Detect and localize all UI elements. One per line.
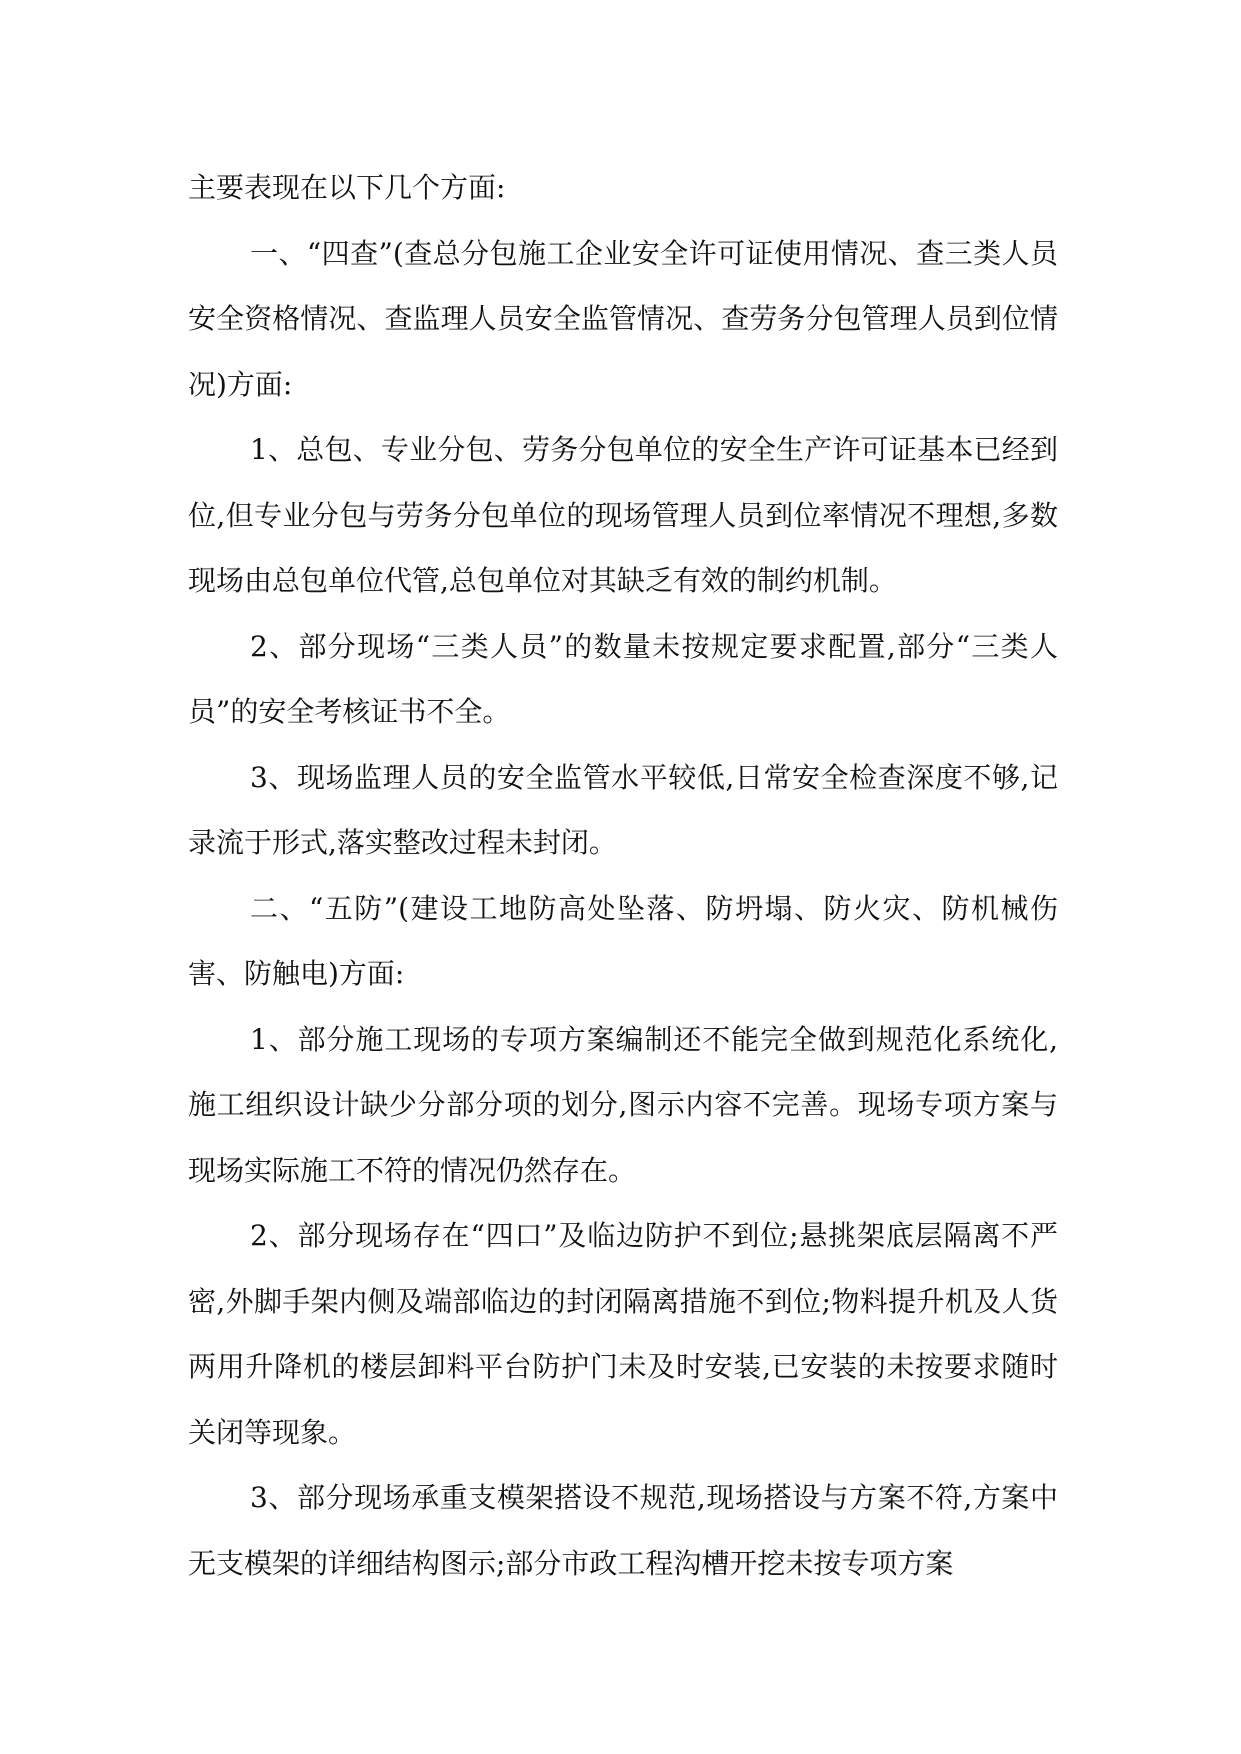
paragraph-intro: 主要表现在以下几个方面:	[188, 171, 506, 204]
paragraph-item: 1、总包、专业分包、劳务分包单位的安全生产许可证基本已经到位,但专业分包与劳务分包单位的现场管理人员到位率情况不理想,多数现场由总包单位代管,总包单位对其缺乏有效的制约机制。	[188, 433, 1058, 597]
paragraph-item: 1、部分施工现场的专项方案编制还不能完全做到规范化系统化,施工组织设计缺少分部分项的划分,图示内容不完善。现场专项方案与现场实际施工不符的情况仍然存在。	[188, 1022, 1058, 1187]
paragraph-section-four-checks: 一、“四查”(查总分包施工企业安全许可证使用情况、查三类人员安全资格情况、查监理人员安全监管情况、查劳务分包管理人员到位情况)方面:	[188, 236, 1058, 401]
paragraph-item: 3、现场监理人员的安全监管水平较低,日常安全检查深度不够,记录流于形式,落实整改过程未封闭。	[188, 760, 1058, 859]
paragraph-item: 2、部分现场“三类人员”的数量未按规定要求配置,部分“三类人员”的安全考核证书不全。	[188, 629, 1058, 728]
document-body	[188, 155, 1058, 1596]
paragraph-section-five-preventions: 二、“五防”(建设工地防高处坠落、防坍塌、防火灾、防机械伤害、防触电)方面:	[188, 891, 1058, 990]
paragraph-item: 2、部分现场存在“四口”及临边防护不到位;悬挑架底层隔离不严密,外脚手架内侧及端部临边的封闭隔离措施不到位;物料提升机及人货两用升降机的楼层卸料平台防护门未及时安装,已安装的未按要求随时关闭等现象。	[188, 1219, 1058, 1449]
paragraph-item: 3、部分现场承重支模架搭设不规范,现场搭设与方案不符,方案中无支模架的详细结构图示;部分市政工程沟槽开挖未按专项方案	[188, 1481, 1058, 1580]
